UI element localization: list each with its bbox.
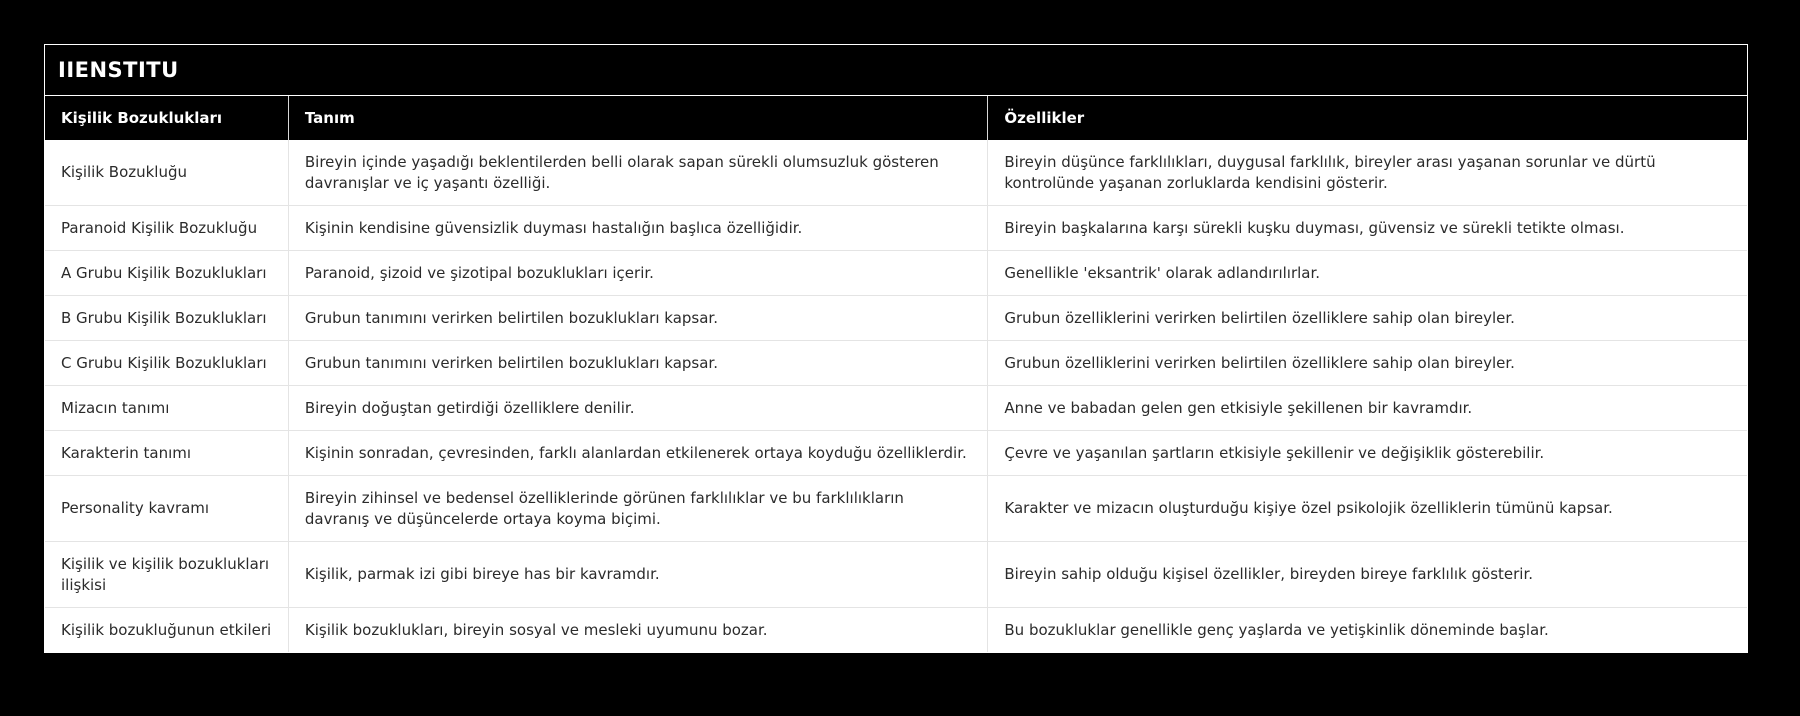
cell-disorder: Paranoid Kişilik Bozukluğu (45, 206, 288, 251)
table-row (45, 206, 1747, 251)
personality-disorders-table (45, 96, 1747, 652)
table-row (45, 386, 1747, 431)
cell-features: Çevre ve yaşanılan şartların etkisiyle şekillenir ve değişiklik gösterebilir. (988, 431, 1747, 476)
cell-definition: Bireyin zihinsel ve bedensel özelliklerinde görünen farklılıklar ve bu farklılıkların davranış ve düşüncelerde ortaya koyma biçimi. (288, 476, 988, 542)
cell-features: Karakter ve mizacın oluşturduğu kişiye özel psikolojik özelliklerin tümünü kapsar. (988, 476, 1747, 542)
column-header-definition: Tanım (288, 96, 988, 140)
cell-definition: Kişinin sonradan, çevresinden, farklı alanlardan etkilenerek ortaya koyduğu özelliklerdir. (288, 431, 988, 476)
cell-features: Bireyin sahip olduğu kişisel özellikler, bireyden bireye farklılık gösterir. (988, 542, 1747, 608)
cell-definition: Kişilik, parmak izi gibi bireye has bir kavramdır. (288, 542, 988, 608)
cell-features: Grubun özelliklerini verirken belirtilen özelliklere sahip olan bireyler. (988, 296, 1747, 341)
cell-features: Bu bozukluklar genellikle genç yaşlarda ve yetişkinlik döneminde başlar. (988, 608, 1747, 653)
table-header-row (45, 96, 1747, 140)
cell-disorder: Mizacın tanımı (45, 386, 288, 431)
table-row (45, 542, 1747, 608)
table-header (45, 96, 1747, 140)
column-header-disorder: Kişilik Bozuklukları (45, 96, 288, 140)
cell-definition: Kişilik bozuklukları, bireyin sosyal ve mesleki uyumunu bozar. (288, 608, 988, 653)
table-row (45, 140, 1747, 206)
cell-disorder: Personality kavramı (45, 476, 288, 542)
table-row (45, 251, 1747, 296)
cell-features: Grubun özelliklerini verirken belirtilen özelliklere sahip olan bireyler. (988, 341, 1747, 386)
cell-definition: Paranoid, şizoid ve şizotipal bozuklukları içerir. (288, 251, 988, 296)
cell-definition: Kişinin kendisine güvensizlik duyması hastalığın başlıca özelliğidir. (288, 206, 988, 251)
table-row (45, 431, 1747, 476)
cell-disorder: Kişilik bozukluğunun etkileri (45, 608, 288, 653)
cell-features: Genellikle 'eksantrik' olarak adlandırılırlar. (988, 251, 1747, 296)
table-row (45, 296, 1747, 341)
cell-features: Bireyin başkalarına karşı sürekli kuşku duyması, güvensiz ve sürekli tetikte olması. (988, 206, 1747, 251)
cell-definition: Bireyin içinde yaşadığı beklentilerden belli olarak sapan sürekli olumsuzluk gösteren davranışlar ve iç yaşantı özelliği. (288, 140, 988, 206)
table-row (45, 476, 1747, 542)
cell-features: Anne ve babadan gelen gen etkisiyle şekillenen bir kavramdır. (988, 386, 1747, 431)
table-window (44, 44, 1748, 653)
page-title: IIENSTITU (45, 45, 1747, 96)
cell-disorder: Kişilik Bozukluğu (45, 140, 288, 206)
table-row (45, 341, 1747, 386)
cell-disorder: A Grubu Kişilik Bozuklukları (45, 251, 288, 296)
cell-definition: Bireyin doğuştan getirdiği özelliklere denilir. (288, 386, 988, 431)
column-header-features: Özellikler (988, 96, 1747, 140)
cell-features: Bireyin düşünce farklılıkları, duygusal farklılık, bireyler arası yaşanan sorunlar ve dürtü kontrolünde yaşanan zorluklarda kendisini gösterir. (988, 140, 1747, 206)
cell-disorder: C Grubu Kişilik Bozuklukları (45, 341, 288, 386)
table-body (45, 140, 1747, 652)
cell-definition: Grubun tanımını verirken belirtilen bozuklukları kapsar. (288, 341, 988, 386)
cell-definition: Grubun tanımını verirken belirtilen bozuklukları kapsar. (288, 296, 988, 341)
cell-disorder: Karakterin tanımı (45, 431, 288, 476)
table-row (45, 608, 1747, 653)
cell-disorder: B Grubu Kişilik Bozuklukları (45, 296, 288, 341)
cell-disorder: Kişilik ve kişilik bozuklukları ilişkisi (45, 542, 288, 608)
